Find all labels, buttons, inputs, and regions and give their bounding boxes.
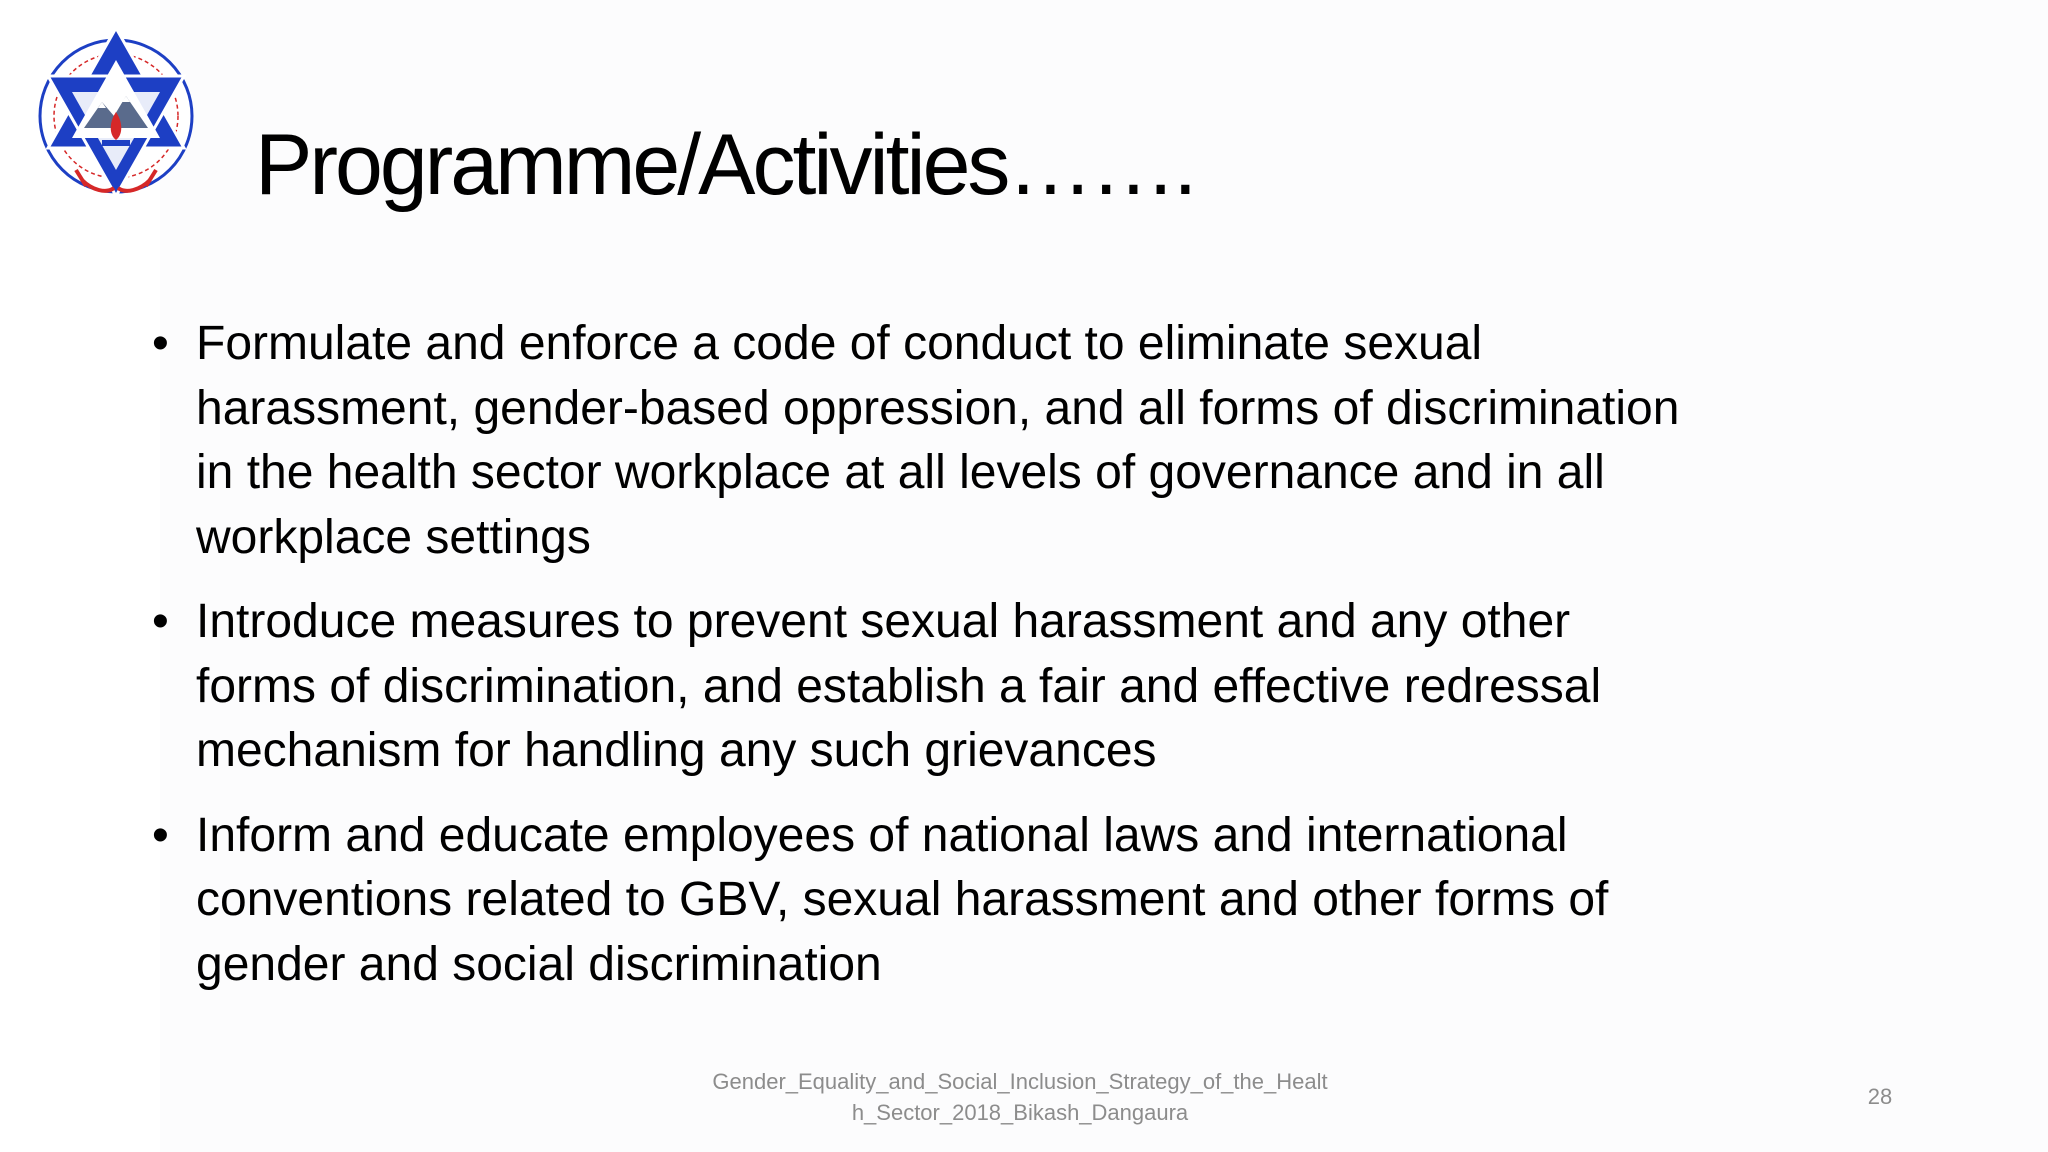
bullet-marker: • <box>152 808 169 862</box>
bullet-text: Formulate and enforce a code of conduct to eliminate sexual harassment, gender-based oppression, and all forms of discrimination in the health sector workplace at all levels of governance and in all workplace settings <box>196 317 1680 564</box>
page-number: 28 <box>1867 1084 1893 1109</box>
bullet-item <box>150 590 1910 784</box>
bullet-marker: • <box>152 317 169 370</box>
footer-source-line: Gender_Equality_and_Social_Inclusion_Strategy_of_the_Healt <box>712 1069 1328 1094</box>
university-seal-icon <box>26 20 206 216</box>
bullet-list <box>150 312 1910 1017</box>
bullet-item <box>150 312 1910 570</box>
footer-source-line: h_Sector_2018_Bikash_Dangaura <box>851 1100 1189 1125</box>
bullet-text: Inform and educate employees of national laws and international conventions related to GBV, sexual harassment and other forms of gender and social discrimination <box>196 808 1609 991</box>
bullet-text: Introduce measures to prevent sexual harassment and any other forms of discrimination, and establish a fair and effective redressal mechanism for handling any such grievances <box>196 595 1602 777</box>
footer-source <box>680 1066 1360 1128</box>
bullet-item <box>150 804 1910 998</box>
bullet-marker: • <box>152 595 169 648</box>
slide-title: Programme/Activities……. <box>255 117 1195 213</box>
